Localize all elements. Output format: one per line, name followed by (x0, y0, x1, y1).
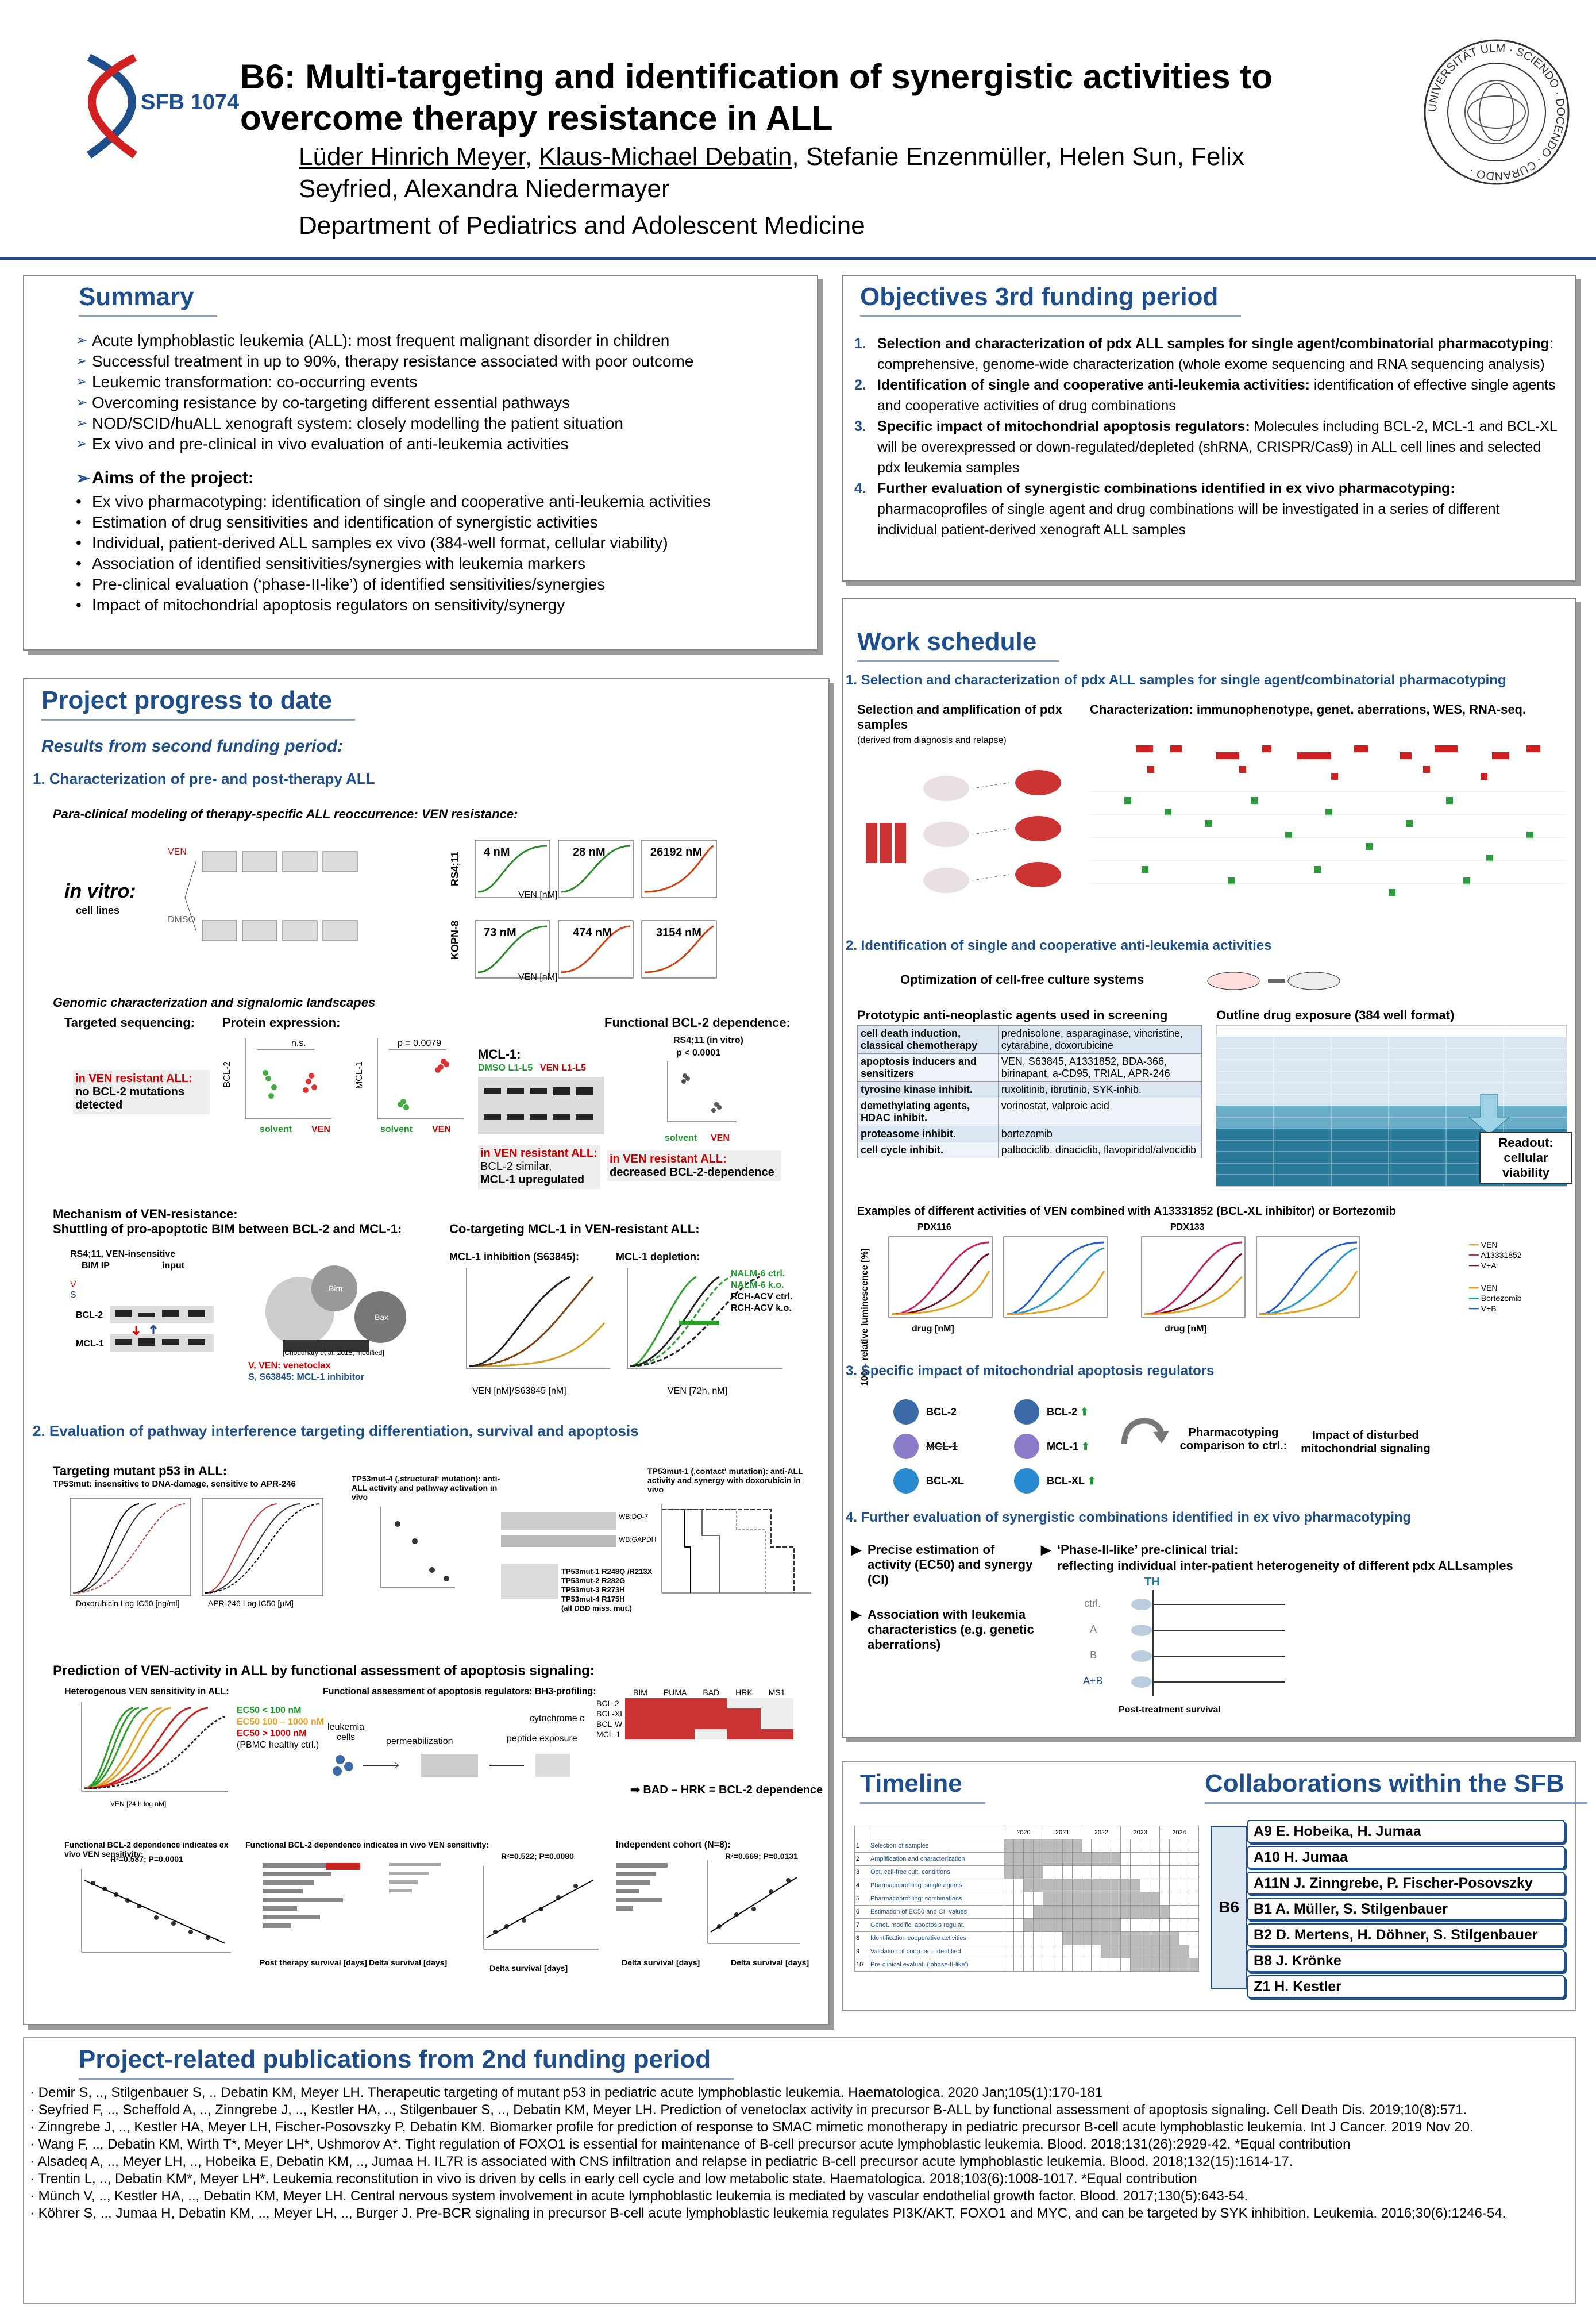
bcl2-dependence-dotplot (656, 1059, 742, 1127)
outline-label: Outline drug exposure (384 well format) (1216, 1008, 1455, 1022)
pdx133-label: PDX133 (1170, 1222, 1205, 1232)
hetero-label: Heterogenous VEN sensitivity in ALL: (64, 1687, 229, 1696)
bcl2-axis: BCL-2 (222, 1061, 232, 1088)
summary-bullet: ➢ Successful treatment in up to 90%, therapy resistance associated with poor outcome (76, 351, 811, 372)
combo-legend-1: ━━ VEN ━━ A13331852 ━━ V+A (1469, 1240, 1522, 1270)
progress-panel (23, 678, 830, 2025)
p53-doxo-apr-curves (59, 1495, 346, 1610)
timeline-row: 3 Opt. cell-free cult. conditions (855, 1866, 1199, 1879)
ven-24h-axis: VEN [24 h log nM] (110, 1800, 167, 1808)
targeted-seq-label: Targeted sequencing: (64, 1015, 195, 1030)
r2-label: R²=0.522; P=0.0080 (501, 1852, 574, 1861)
timeline-row: 7 Genet. modific. apoptosis regulat. (855, 1919, 1199, 1932)
timeline-row: 4 Pharmacoprofiling: single agents (855, 1879, 1199, 1892)
association-label: ▶ Association with leukemia characteristics (e.g. genetic aberrations) (851, 1607, 1034, 1652)
paraclinical-heading: Para-clinical modeling of therapy-specific ALL reoccurrence: VEN resistance: (53, 807, 518, 821)
ns-label: n.s. (291, 1038, 306, 1048)
permeab-label: permeabilization (386, 1737, 453, 1746)
publication-item: · Trentin L, .., Debatin KM*, Meyer LH*. Leukemia reconstitution in vivo is driven by cells in early cell cycle and low metabolic state. Haematologica. 2018;103(6):1008-1017. *Equal contribution (30, 2171, 1197, 2187)
summary-title: Summary (79, 283, 194, 311)
th-label: TH (1144, 1576, 1160, 1588)
svg-text:UNIVERSITÄT ULM · SCIENDO · DO: UNIVERSITÄT ULM · SCIENDO · DOCENDO · CURANDO · (1426, 41, 1567, 183)
phase2-label: ▶ ‘Phase-II-like’ pre-clinical trial: (1041, 1542, 1239, 1557)
poster-title-line1: B6: Multi-targeting and identification of synergistic activities to (240, 57, 1273, 96)
p53mut-desc: TP53mut: insensitive to DNA-damage, sensitive to APR-246 (53, 1479, 296, 1489)
p53-title: Targeting mutant p53 in ALL: (53, 1464, 228, 1478)
p53mut1-survival (650, 1501, 817, 1604)
pdx-mouse-diagram (854, 754, 1073, 903)
timeline-gantt: 2020 2021 2022 2023 2024 1 Selection of samples 2 Amplification and characterization 3 Opt. cell-free cult. conditions 4 Pharmacoprofiling: single agents 5 Pharmacoprofiling: combinations 6 Estimation of EC50 and CI -values 7 Genet. modific. apoptosis regulat. 8 Identification cooperative activities 9 Validation of coop. act. identified 10 Pre-clinical evaluat. (‘phase-II-like’) (854, 1826, 1199, 1972)
objectives-title: Objectives 3rd funding period (860, 283, 1219, 311)
collab-title: Collaborations within the SFB (1205, 1769, 1564, 1798)
sfb-logo (66, 52, 240, 161)
pharmacotyping-label: Pharmacotyping comparison to ctrl.: (1179, 1426, 1287, 1452)
ven-group-label: VEN (711, 1133, 730, 1143)
genomic-heading: Genomic characterization and signalomic landscapes (53, 995, 376, 1010)
progress-title: Project progress to date (41, 686, 333, 714)
aims-list (76, 491, 811, 615)
solvent-label: solvent (665, 1133, 697, 1143)
bcl2-band-label: BCL-2 (76, 1310, 103, 1320)
publication-item: · Zinngrebe J, .., Kestler HA, Meyer LH, Fischer-Posovszky P, Debatin KM. Biomarker profile for prediction of response to SMAC mimetic monotherapy in pediatric precursor B-cell acute lymphoblastic leukemia. Int J Cancer. 2019 Nov 20. (30, 2119, 1474, 2135)
work-section-2: 2. Identification of single and cooperative anti-leukemia activities (846, 938, 1272, 953)
prototypic-label: Prototypic anti-neoplastic agents used in screening (857, 1008, 1168, 1022)
delta-axis: Delta survival [days] (731, 1958, 809, 1967)
mechanism-title: Mechanism of VEN-resistance: Shuttling of pro-apoptotic BIM between BCL-2 and MCL-1: (53, 1207, 402, 1236)
ven-label: VEN (168, 847, 187, 857)
ic50-value: 3154 nM (656, 926, 701, 939)
summary-panel (23, 275, 818, 651)
timeline-row: 10 Pre-clinical evaluat. (‘phase-II-like’) (855, 1958, 1199, 1972)
authors: Lüder Hinrich Meyer, Klaus-Michael Debatin, Stefanie Enzenmüller, Helen Sun, Felix Seyfried, Alexandra Niedermayer (299, 143, 1244, 203)
regulator-cells-left (889, 1398, 923, 1495)
ic50-value: 28 nM (573, 846, 606, 859)
r2-label: R²=0.669; P=0.0131 (725, 1852, 798, 1861)
publication-item: · Wang F, .., Debatin KM, Wirth T*, Meyer LH*, Ushmorov A*. Tight regulation of FOXO1 is essential for maintenance of B-cell precursor acute lymphoblastic leukemia. Blood. 2018;131(26):2929-42. *Equal contribution (30, 2137, 1351, 2152)
mcl1-band-label: MCL-1 (76, 1339, 104, 1349)
delta-axis: Delta survival [days] (489, 1964, 568, 1973)
collab-item: B1 A. Müller, S. Stilgenbauer (1247, 1898, 1565, 1920)
publication-item: · Münch V, .., Kestler HA, .., Debatin KM, Meyer LH. Central nervous system involvement in acute lymphoblastic leukemia is mediated by vascular endothelial growth factor. Blood. 2017;130(5):643-54. (30, 2188, 1248, 2204)
func-invivo-label: Functional BCL-2 dependence indicates in vivo VEN sensitivity: (245, 1840, 489, 1849)
objectives-list (854, 333, 1561, 540)
post-therapy-axis: Post therapy survival [days] (260, 1958, 367, 1967)
bh3-workflow-diagram (323, 1748, 633, 1800)
arm-label: ctrl. (1084, 1598, 1101, 1609)
objective-item: 3. Specific impact of mitochondrial apoptosis regulators: Molecules including BCL-2, MCL-1 and BCL-XL will be overexpressed or down-regulated/depleted (shRNA, CRISPR/Cas9) in ALL cell lines and selected pdx leukemia samples (854, 418, 1557, 476)
progress-subtitle: Results from second funding period: (41, 737, 344, 756)
bh3-title: Functional assessment of apoptosis regulators: BH3-profiling: (323, 1687, 596, 1696)
publications-title: Project-related publications from 2nd funding period (79, 2045, 711, 2073)
p-value: p = 0.0079 (398, 1038, 442, 1048)
university-seal (1419, 34, 1574, 190)
drug-axis: drug [nM] (1165, 1324, 1207, 1334)
ec50-legend: EC50 < 100 nM EC50 100 – 1000 nM EC50 > 1000 nM (PBMC healthy ctrl.) (237, 1706, 325, 1750)
objectives-panel (842, 275, 1576, 582)
dmso-label: DMSO (168, 915, 195, 925)
work-schedule-title: Work schedule (857, 628, 1037, 656)
func-bcl2-label: Functional BCL-2 dependence: (604, 1015, 791, 1030)
protein-expr-label: Protein expression: (222, 1015, 341, 1030)
protein-expr-result: in VEN resistant ALL: BCL-2 similar, MCL-1 upregulated (478, 1145, 600, 1189)
aims-title: ➢ Aims of the project: (76, 468, 254, 488)
apr-axis: APR-246 Log IC50 [μM] (208, 1599, 294, 1608)
cotargeting-title: Co-targeting MCL-1 in VEN-resistant ALL: (449, 1222, 700, 1236)
summary-list (76, 330, 811, 455)
mcl1-inhibition-curves (455, 1265, 616, 1380)
arm-label: B (1090, 1649, 1097, 1661)
prediction-title: Prediction of VEN-activity in ALL by functional assessment of apoptosis signaling: (53, 1663, 595, 1679)
summary-bullet: ➢ Acute lymphoblastic leukemia (ALL): most frequent malignant disorder in children (76, 330, 811, 351)
mcl1-depletion-label: MCL-1 depletion: (616, 1251, 700, 1263)
bad-hrk-label: ➡ BAD – HRK = BCL-2 dependence (630, 1784, 823, 1796)
impact-label: Impact of disturbed mitochondrial signaling (1301, 1429, 1431, 1455)
drug-axis: drug [nM] (912, 1324, 954, 1334)
peptide-label: peptide exposure (507, 1734, 577, 1743)
aim-item: • Pre-clinical evaluation (‘phase-II-like’) of identified sensitivities/synergies (76, 574, 811, 595)
collab-item: B8 J. Krönke (1247, 1949, 1565, 1972)
trial-arms-diagram (1124, 1587, 1297, 1702)
publication-list (30, 2084, 1564, 2222)
b6-center: B6 (1211, 1826, 1247, 1989)
objective-item: 2. Identification of single and cooperative anti-leukemia activities: identification of effective single agents and cooperative activities of drug combinations (854, 377, 1556, 414)
p53mut1-desc: TP53mut-1 (‚contact‘ mutation): anti-ALL activity and synergy with doxorubicin in vivo (647, 1467, 803, 1494)
characterization-label: Characterization: immunophenotype, genet. aberrations, WES, RNA-seq. (1090, 702, 1526, 717)
publication-item: · Seyfried F, .., Scheffold A, .., Zinngrebe J, .., Kestler HA, .., Stilgenbauer S, .., Debatin KM, Meyer LH. Prediction of venetoclax activity in precursor B-ALL by functional assessment of apoptosis signaling. Cell Death Dis. 2019;10(8):571. (30, 2102, 1467, 2118)
bh3-heatmap: BIM PUMA BAD HRK MS1 BCL-2 BCL-XL BCL-W MCL-1 (596, 1687, 793, 1739)
combo-legend-2: ━━ VEN ━━ Bortezomib ━━ V+B (1469, 1283, 1522, 1313)
timeline-title: Timeline (860, 1769, 962, 1798)
objective-item: 4. Further evaluation of synergistic combinations identified in ex vivo pharmacotyping: pharmacoprofiles of single agent and drug combinations will be investigated in a series of different individual patient-derived xenograft ALL samples (854, 480, 1500, 538)
ic50-value: 4 nM (484, 846, 510, 859)
up-arrow-icon: ⬆ (1087, 1475, 1096, 1487)
p-value: p < 0.0001 (676, 1048, 720, 1058)
publication-item: · Köhrer S, .., Jumaa H, Debatin KM, .., Meyer LH, .., Burger J. Pre-BCR signaling in precursor B-cell acute lymphoblastic leukemia regulates PI3K/AKT, FOXO1 and MYC, and can be targeted by SYK inhibition. Leukemia. 2016;30(6):1246-54. (30, 2206, 1506, 2221)
reg-label: BCL-2 ⬆ (1047, 1406, 1089, 1418)
arm-label: A+B (1083, 1675, 1103, 1687)
culture-dishes (1205, 967, 1343, 995)
work-section-4: 4. Further evaluation of synergistic combinations identified in ex vivo pharmacotyping (846, 1510, 1412, 1525)
in-vitro-label: in vitro: (64, 880, 136, 902)
func-ven-scatter (70, 1866, 237, 1958)
selection-label: Selection and amplification of pdx samples (857, 702, 1062, 732)
ven-lanes: VEN L1-L5 (540, 1063, 587, 1073)
leukemia-cells-label: leukemia cells (327, 1722, 365, 1742)
p53mut4-desc: TP53mut-4 (‚structural‘ mutation): anti-ALL activity and pathway activation in vivo (352, 1474, 500, 1502)
lum-axis: 100 – relative luminescence [%] (860, 1248, 870, 1387)
summary-bullet: ➢ Leukemic transformation: co-occurring events (76, 372, 811, 392)
publication-item: · Demir S, .., Stilgenbauer S, .. Debatin KM, Meyer LH. Therapeutic targeting of mutant p53 in pediatric acute lymphoblastic leukemia. Haematologica. 2020 Jan;105(1):170-181 (30, 2085, 1103, 2100)
reg-label: MCL-1 ⬆ (1047, 1441, 1090, 1452)
bimip-label: BIM IP (82, 1261, 110, 1271)
vs-legend: V, VEN: venetoclax S, S63845: MCL-1 inhibitor (248, 1361, 364, 1382)
ic50-value: 73 nM (484, 926, 516, 939)
pdx116-label: PDX116 (917, 1222, 951, 1232)
collab-item: A10 H. Jumaa (1247, 1846, 1565, 1869)
targeted-seq-result: in VEN resistant ALL: no BCL-2 mutations detected (73, 1070, 210, 1114)
input-label: input (162, 1261, 185, 1271)
choudhary-citation: [Choudhary et al. 2015, modified] (283, 1349, 384, 1357)
derived-label: (derived from diagnosis and relapse) (857, 736, 1007, 745)
cell-flask-diagram (196, 846, 403, 961)
reg-label: BCL-2 (926, 1406, 957, 1418)
kopn8-label: KOPN-8 (449, 921, 461, 960)
publication-item: · Alsadeq A, .., Meyer LH, .., Hobeika E, Debatin KM, .., Jumaa H. IL7R is associated with CNS infiltration and relapse in pediatric B-cell precursor acute lymphoblastic leukemia. Blood. 2018;132(15):1614-17. (30, 2154, 1293, 2169)
svg-text:Bim: Bim (329, 1284, 343, 1293)
bim-shuttling-diagram (248, 1248, 438, 1357)
wb-gapdh: WB:GAPDH (619, 1535, 657, 1544)
func-bcl2-result: in VEN resistant ALL: decreased BCL-2-dependence (607, 1150, 781, 1181)
ven-group-label: VEN (311, 1125, 330, 1134)
reg-label: BCL-XL ⬆ (1047, 1475, 1096, 1487)
reg-label: BCL-XL (926, 1475, 964, 1487)
svg-text:Bax: Bax (375, 1313, 389, 1322)
department: Department of Pediatrics and Adolescent Medicine (299, 211, 865, 240)
collab-item: Z1 H. Kestler (1247, 1975, 1565, 1998)
cell-lines-label: cell lines (76, 905, 120, 916)
r2-label: R²=0.587; P=0.0001 (110, 1854, 183, 1864)
func-ven-label: Functional BCL-2 dependence indicates ex vivo VEN sensitivity: (64, 1840, 229, 1858)
indep-cohort-label: Independent cohort (N=8): (616, 1840, 731, 1850)
collab-item: A11N J. Zinngrebe, P. Fischer-Posovszky (1247, 1872, 1565, 1895)
aim-item: • Estimation of drug sensitivities and identification of synergistic activities (76, 512, 811, 533)
ven-axis: VEN [nM] (518, 972, 558, 982)
ven-group-label: VEN (432, 1125, 451, 1134)
logo-text: SFB 1074 (141, 90, 240, 114)
delta-axis: Delta survival [days] (369, 1958, 448, 1967)
timeline-row: 5 Pharmacoprofiling: combinations (855, 1892, 1199, 1906)
work-section-3: 3. Specific impact of mitochondrial apoptosis regulators (846, 1363, 1215, 1379)
aim-item: • Ex vivo pharmacotyping: identification of single and cooperative anti-leukemia activities (76, 491, 811, 512)
solvent-label: solvent (260, 1125, 292, 1134)
svg-text:V: V (70, 1280, 76, 1290)
invivo-bar-charts (245, 1857, 446, 1955)
section-2-heading: 2. Evaluation of pathway interference targeting differentiation, survival and apoptosis (33, 1422, 639, 1440)
svg-text:S: S (70, 1290, 76, 1300)
arm-label: A (1090, 1623, 1097, 1635)
agents-table: cell death induction, classical chemotherapy prednisolone, asparaginase, vincristine, cytarabine, doxorubicine apoptosis inducers and sensitizers VEN, S63845, A1331852, BDA-366, birinapant, a-CD95, TRIAL, APR-246 tyrosine kinase inhibit. ruxolitinib, ibrutinib, SYK-inhib. demethylating agents, HDAC inhibit. vorinostat, valproic acid proteasome inhibit. bortezomib cell cycle inhibit. palbociclib, dinaciclib, flavopiridol/alvocidib (857, 1025, 1202, 1158)
indep-cohort-charts (616, 1857, 805, 1955)
aim-item: • Impact of mitochondrial apoptosis regulators on sensitivity/synergy (76, 595, 811, 615)
post-survival-label: Post-treatment survival (1119, 1705, 1221, 1715)
ven-axis: VEN [nM] (518, 890, 558, 900)
examples-label: Examples of different activities of VEN combined with A13331852 (BCL-XL inhibitor) or Bortezomib (857, 1205, 1396, 1218)
curved-arrow-icon (1119, 1409, 1170, 1449)
summary-bullet: ➢ Ex vivo and pre-clinical in vivo evaluation of anti-leukemia activities (76, 434, 811, 455)
combination-curves (889, 1237, 1463, 1323)
up-arrow-icon: ⬆ (1081, 1441, 1090, 1452)
bim-ip-western-blot (47, 1277, 231, 1357)
solvent-label: solvent (380, 1125, 413, 1134)
delta-axis: Delta survival [days] (622, 1958, 700, 1967)
mcl1-axis: MCL-1 (354, 1061, 364, 1090)
depletion-legend: NALM-6 ctrl. NALM-6 k.o. RCH-ACV ctrl. RCH-ACV k.o. (731, 1269, 793, 1313)
summary-bullet: ➢ Overcoming resistance by co-targeting different essential pathways (76, 392, 811, 413)
timeline-row: 2 Amplification and characterization (855, 1853, 1199, 1866)
readout-box: Readout: cellular viability (1479, 1132, 1572, 1184)
rs411-ven-label: RS4;11, VEN-insensitive (70, 1249, 176, 1259)
ic50-value: 474 nM (573, 926, 612, 939)
vens-axis: VEN [nM]/S63845 [nM] (472, 1386, 566, 1396)
mcl1-western-blot (478, 1077, 604, 1134)
rs411-label: RS4;11 (449, 852, 461, 887)
optimization-label: Optimization of cell-free culture systems (900, 972, 1144, 987)
ven-sensitivity-curves (70, 1699, 231, 1797)
timeline-row: 1 Selection of samples (855, 1839, 1199, 1853)
collab-item: B2 D. Mertens, H. Döhner, S. Stilgenbauer (1247, 1923, 1565, 1946)
dmso-lanes: DMSO L1-L5 (478, 1063, 533, 1073)
mcl1-title: MCL-1: (478, 1047, 521, 1061)
timeline-row: 8 Identification cooperative activities (855, 1932, 1199, 1945)
up-arrow-icon: ⬆ (1080, 1406, 1089, 1418)
doxo-axis: Doxorubicin Log IC50 [ng/ml] (76, 1599, 180, 1608)
cytc-label: cytochrome c (530, 1714, 585, 1723)
ic50-value: 26192 nM (650, 846, 703, 859)
regulator-cells-right (1009, 1398, 1044, 1495)
timeline-row: 6 Estimation of EC50 and CI -values (855, 1906, 1199, 1919)
publications-panel (23, 2037, 1576, 2304)
section-1-heading: 1. Characterization of pre- and post-therapy ALL (33, 770, 375, 787)
timeline-row: 9 Validation of coop. act. identified (855, 1945, 1199, 1958)
mcl1-inhibition-label: MCL-1 inhibition (S63845): (449, 1251, 580, 1263)
invivo-scatter (472, 1863, 604, 1961)
wb-do7: WB:DO-7 (619, 1512, 649, 1521)
work-section-1: 1. Selection and characterization of pdx ALL samples for single agent/combinatorial pharmacotyping (846, 672, 1506, 688)
aim-item: • Individual, patient-derived ALL samples ex vivo (384-well format, cellular viability) (76, 533, 811, 553)
rs411-invitro: RS4;11 (in vitro) (673, 1036, 743, 1045)
summary-bullet: ➢ NOD/SCID/huALL xenograft system: closely modelling the patient situation (76, 413, 811, 434)
characterization-heatmap (1090, 722, 1567, 906)
reflect-label: reflecting individual inter-patient heterogeneity of different pdx ALLsamples (1057, 1558, 1513, 1573)
precise-label: ▶ Precise estimation of activity (EC50) and synergy (CI) (851, 1542, 1033, 1587)
poster-title-line2: overcome therapy resistance in ALL (240, 99, 833, 137)
work-schedule-panel (842, 598, 1576, 1738)
collab-item: A9 E. Hobeika, H. Jumaa (1247, 1820, 1565, 1843)
objective-item: 1. Selection and characterization of pdx ALL samples for single agent/combinatorial pharmacotyping: comprehensive, genome-wide characterization (whole exome sequencing and RNA sequencing analysis) (854, 336, 1553, 372)
ven72-axis: VEN [72h, nM] (668, 1386, 728, 1396)
mutation-list: TP53mut-1 R248Q /R213X TP53mut-2 R282G TP53mut-3 R273H TP53mut-4 R175H (all DBD miss. mut.) (561, 1567, 653, 1612)
aim-item: • Association of identified sensitivities/synergies with leukemia markers (76, 553, 811, 574)
reg-label: MCL-1 (926, 1441, 958, 1452)
